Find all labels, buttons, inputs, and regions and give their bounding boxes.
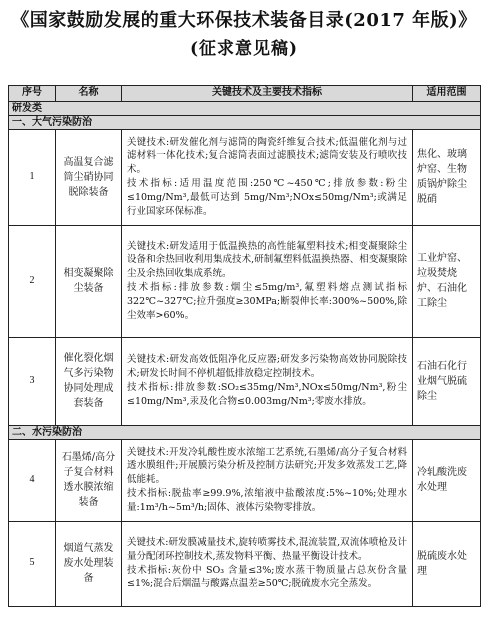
key-technology-text: 关键技术:研发催化剂与滤筒的陶瓷纤维复合技术;低温催化剂与过滤材料一体化技术;复合滤筒表面过滤膜技术;滤筒安装及行喷吹技术。 (127, 136, 407, 176)
header-scope: 适用范围 (413, 86, 481, 102)
technology-cell (122, 337, 413, 425)
table-row (9, 225, 481, 337)
section-heading-row (9, 425, 481, 439)
equipment-name: 相变凝聚除尘装备 (56, 225, 122, 337)
table-row (9, 337, 481, 425)
key-technology-text: 关键技术:研发适用于低温换热的高性能氟塑料技术;相变凝聚除尘设备和余热回收利用集成技术,研制氟塑料低温换热器、相变凝聚除尘及余热回收集成系统。 (127, 240, 407, 280)
technical-indicators-text: 技术指标:灰份中 SO₃ 含量≤3%;废水蒸干物质量占总灰份含量≤1%;混合后烟温与酸露点温差≥50℃;脱硫废水完全蒸发。 (127, 564, 407, 590)
key-technology-text: 关键技术:研发高效低阻净化反应器;研发多污染物高效协同脱除技术;研发长时间不停机超低排放稳定控制技术。 (127, 354, 407, 380)
table-row (9, 439, 481, 521)
technology-cell (122, 225, 413, 337)
equipment-name: 高温复合滤筒尘硝协同脱除装备 (56, 129, 122, 225)
equipment-name: 催化裂化烟气多污染物协同处理成套装备 (56, 337, 122, 425)
row-number: 4 (9, 439, 56, 521)
section-heading-water: 二、水污染防治 (9, 425, 481, 439)
document-subtitle: (征求意见稿) (189, 39, 299, 59)
table-row (9, 129, 481, 225)
section-heading-row (9, 115, 481, 129)
technical-indicators-text: 技术指标:脱盐率≥99.9%,浓缩液中盐酸浓度:5%~10%;处理水量:1m³/h~5m³/h;固体、液体污染物零排放。 (127, 487, 407, 513)
application-scope: 石油石化行业烟气脱硫除尘 (413, 337, 481, 425)
technology-cell (122, 521, 413, 606)
row-number: 5 (9, 521, 56, 606)
key-technology-text: 关键技术:研发膜减量技术,旋转喷雾技术,混流装置,双流体喷枪及计量分配闭环控制技术,蒸发物料平衡、热量平衡设计技术。 (127, 536, 407, 562)
section-heading-air: 一、大气污染防治 (9, 115, 481, 129)
row-number: 2 (9, 225, 56, 337)
technology-cell (122, 439, 413, 521)
application-scope: 工业炉窑、垃圾焚烧炉、石油化工除尘 (413, 225, 481, 337)
technology-cell (122, 129, 413, 225)
table-row (9, 521, 481, 606)
equipment-name: 烟道气蒸发废水处理装备 (56, 521, 122, 606)
header-name: 名称 (56, 86, 122, 102)
technical-indicators-text: 技术指标:排放参数:烟尘≤5mg/m³,氟塑料熔点测试指标 322℃~327℃;拉升强度≥30MPa;断裂伸长率:300%~500%,除尘效率>60%。 (127, 282, 407, 321)
row-number: 3 (9, 337, 56, 425)
application-scope: 冷轧酸洗废水处理 (413, 439, 481, 521)
equipment-name: 石墨烯/高分子复合材料透水膜浓缩装备 (56, 439, 122, 521)
technical-indicators-text: 技术指标:适用温度范围:250℃~450℃;排放参数:粉尘≤10mg/Nm³,最低可达到 5mg/Nm³;NOx≤50mg/Nm³;或满足行业国家环保标准。 (127, 178, 407, 217)
row-number: 1 (9, 129, 56, 225)
equipment-catalog-table (8, 85, 481, 607)
document-title: 《国家鼓励发展的重大环保技术装备目录(2017 年版)》 (11, 10, 477, 31)
technical-indicators-text: 技术指标:排放参数:SO₂≤35mg/Nm³,NOx≤50mg/Nm³,粉尘≤10mg/Nm³,汞及化合物≤0.003mg/Nm³;零废水排放。 (127, 382, 407, 407)
application-scope: 焦化、玻璃炉窑、生物质锅炉除尘脱硝 (413, 129, 481, 225)
category-row (9, 101, 481, 115)
category-label: 研发类 (9, 101, 481, 115)
table-header-row (9, 86, 481, 102)
header-key-technology: 关键技术及主要技术指标 (122, 86, 413, 102)
key-technology-text: 关键技术:开发冷轧酸性废水浓缩工艺系统,石墨烯/高分子复合材料透水膜组件;开展膜污染分析及控制方法研究;开发多效蒸发工艺,降低能耗。 (127, 446, 407, 486)
header-serial-number: 序号 (9, 86, 56, 102)
application-scope: 脱硫废水处理 (413, 521, 481, 606)
